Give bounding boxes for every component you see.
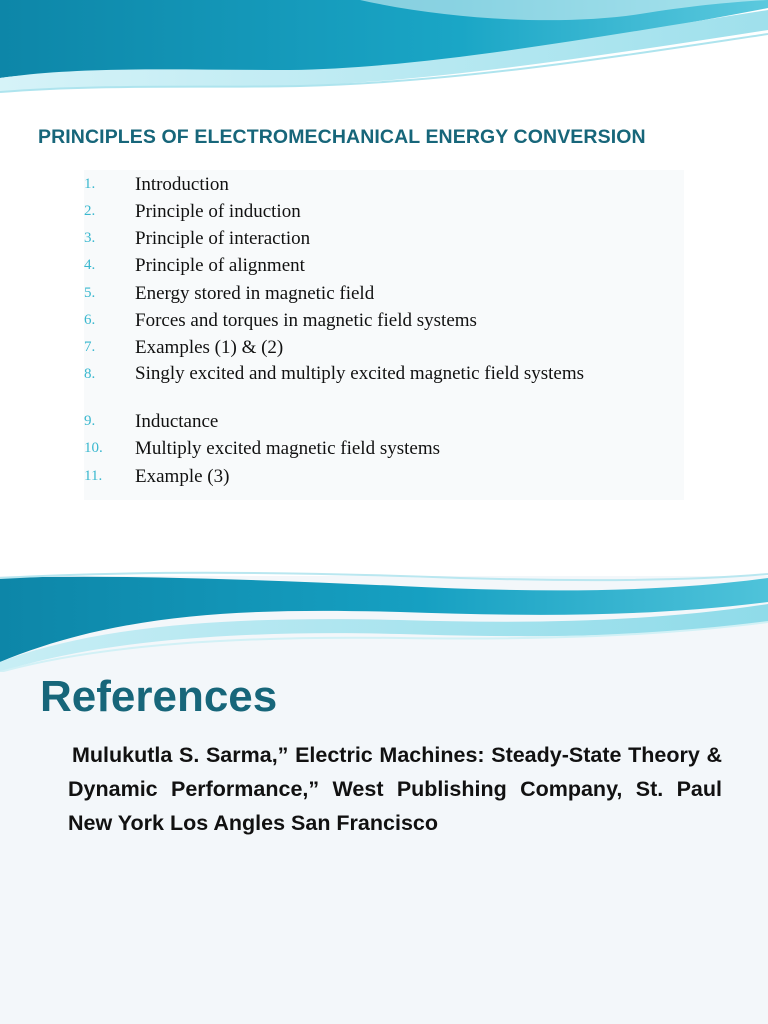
item-text: Example (3) [135,466,230,487]
item-number: 9. [84,413,96,429]
item-text: Multiply excited magnetic field systems [135,438,440,459]
item-number: 6. [84,312,96,328]
item-number: 1. [84,176,96,192]
item-number: 5. [84,285,96,301]
item-number: 2. [84,203,96,219]
item-text: Principle of induction [135,201,301,222]
item-text: Forces and torques in magnetic field systems [135,310,477,331]
slide-title: References [40,672,278,721]
item-number: 7. [84,339,96,355]
item-number: 11. [84,468,103,484]
item-text: Principle of interaction [135,228,311,249]
wave-header-graphic [0,0,768,112]
item-text: Singly excited and multiply excited magnetic field systems [135,363,585,384]
slide-title: PRINCIPLES OF ELECTROMECHANICAL ENERGY CONVERSION [38,126,646,148]
item-text: Examples (1) & (2) [135,337,284,358]
item-text: Energy stored in magnetic field [135,283,375,304]
item-text: Principle of alignment [135,255,305,276]
reference-text: Mulukutla S. Sarma,” Electric Machines: Steady-State Theory & Dynamic Performance,” West Publishing Company, St. Paul New York Los Angles San Francisco [68,743,722,835]
item-text: Inductance [135,411,219,432]
item-number: 4. [84,257,96,273]
item-number: 3. [84,230,96,246]
slide-references [0,512,768,1024]
item-text: Introduction [135,174,229,195]
item-number: 10. [84,440,103,456]
item-number: 8. [84,366,96,382]
wave-header-graphic [0,512,768,672]
